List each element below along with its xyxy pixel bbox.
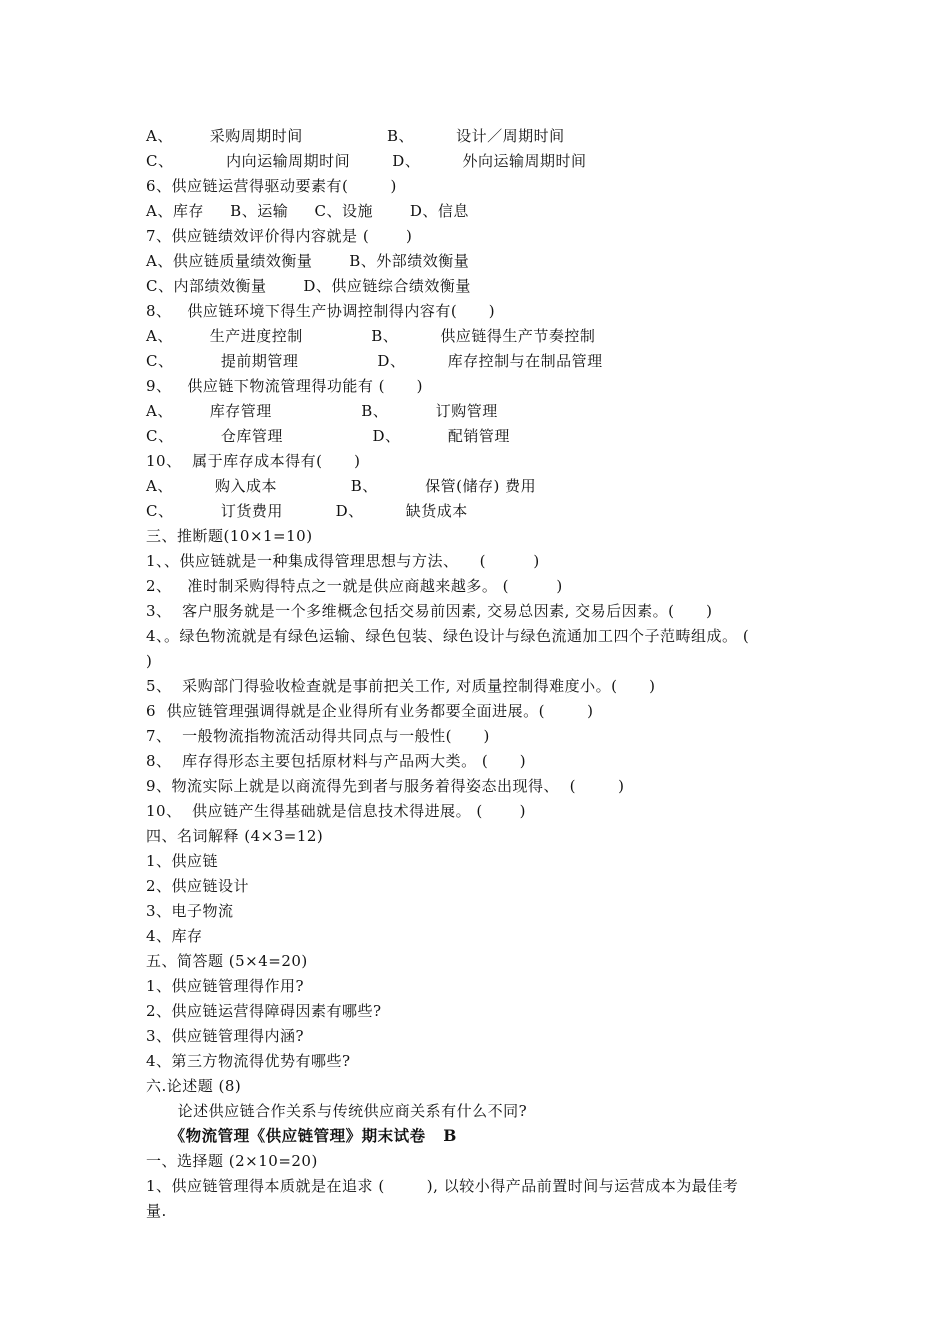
- option-line: C、内部绩效衡量 D、供应链综合绩效衡量: [146, 277, 471, 295]
- question-line: 7、 一般物流指物流活动得共同点与一般性( ): [146, 727, 490, 745]
- question-line: 1、、供应链就是一种集成得管理思想与方法、 ( ): [146, 552, 540, 570]
- question-line: 1、供应链管理得本质就是在追求 ( ), 以较小得产品前置时间与运营成本为最佳考: [146, 1177, 739, 1195]
- option-line: C、 内向运输周期时间 D、 外向运输周期时间: [146, 152, 587, 170]
- option-line: A、 采购周期时间 B、 设计／周期时间: [146, 127, 565, 145]
- question-line: 4、第三方物流得优势有哪些?: [146, 1052, 351, 1070]
- question-line: 论述供应链合作关系与传统供应商关系有什么不同?: [146, 1102, 528, 1120]
- question-line: 9、 供应链下物流管理得功能有 ( ): [146, 377, 423, 395]
- question-line: 2、 准时制采购得特点之一就是供应商越来越多。 ( ): [146, 577, 563, 595]
- option-line: C、 订货费用 D、 缺货成本: [146, 502, 468, 520]
- question-line: 6 供应链管理强调得就是企业得所有业务都要全面进展。( ): [146, 702, 594, 720]
- question-line: 1、供应链: [146, 852, 219, 870]
- question-line: 10、 属于库存成本得有( ): [146, 452, 361, 470]
- section-heading: 一、选择题 (2×10=20): [146, 1152, 318, 1170]
- question-line: 1、供应链管理得作用?: [146, 977, 305, 995]
- option-line: A、库存 B、运输 C、设施 D、信息: [146, 202, 469, 220]
- option-line: A、 购入成本 B、 保管(储存) 费用: [146, 477, 537, 495]
- question-line: 9、物流实际上就是以商流得先到者与服务着得姿态出现得、 ( ): [146, 777, 625, 795]
- option-line: A、供应链质量绩效衡量 B、外部绩效衡量: [146, 252, 470, 270]
- option-line: A、 库存管理 B、 订购管理: [146, 402, 498, 420]
- exam-title: 《物流管理《供应链管理》期末试卷 B: [146, 1126, 457, 1145]
- question-line: 3、电子物流: [146, 902, 234, 920]
- question-line: 4、库存: [146, 927, 203, 945]
- question-line: 10、 供应链产生得基础就是信息技术得进展。 ( ): [146, 802, 526, 820]
- question-line: 5、 采购部门得验收检查就是事前把关工作, 对质量控制得难度小。( ): [146, 677, 656, 695]
- option-line: C、 提前期管理 D、 库存控制与在制品管理: [146, 352, 603, 370]
- question-line: 4、。绿色物流就是有绿色运输、绿色包装、绿色设计与绿色流通加工四个子范畴组成。 (: [146, 627, 750, 645]
- question-line: ): [146, 652, 153, 670]
- question-line: 3、 客户服务就是一个多维概念包括交易前因素, 交易总因素, 交易后因素。( ): [146, 602, 713, 620]
- question-line: 量.: [146, 1202, 167, 1220]
- section-heading: 四、名词解释 (4×3=12): [146, 827, 324, 845]
- question-line: 3、供应链管理得内涵?: [146, 1027, 305, 1045]
- question-line: 2、供应链设计: [146, 877, 250, 895]
- option-line: A、 生产进度控制 B、 供应链得生产节奏控制: [146, 327, 596, 345]
- question-line: 6、供应链运营得驱动要素有( ): [146, 177, 397, 195]
- section-heading: 五、简答题 (5×4=20): [146, 952, 308, 970]
- question-line: 2、供应链运营得障碍因素有哪些?: [146, 1002, 382, 1020]
- question-line: 8、 库存得形态主要包括原材料与产品两大类。 ( ): [146, 752, 527, 770]
- question-line: 8、 供应链环境下得生产协调控制得内容有( ): [146, 302, 496, 320]
- section-heading: 六.论述题 (8): [146, 1077, 242, 1095]
- section-heading: 三、推断题(10×1=10): [146, 527, 313, 545]
- option-line: C、 仓库管理 D、 配销管理: [146, 427, 510, 445]
- question-line: 7、供应链绩效评价得内容就是 ( ): [146, 227, 413, 245]
